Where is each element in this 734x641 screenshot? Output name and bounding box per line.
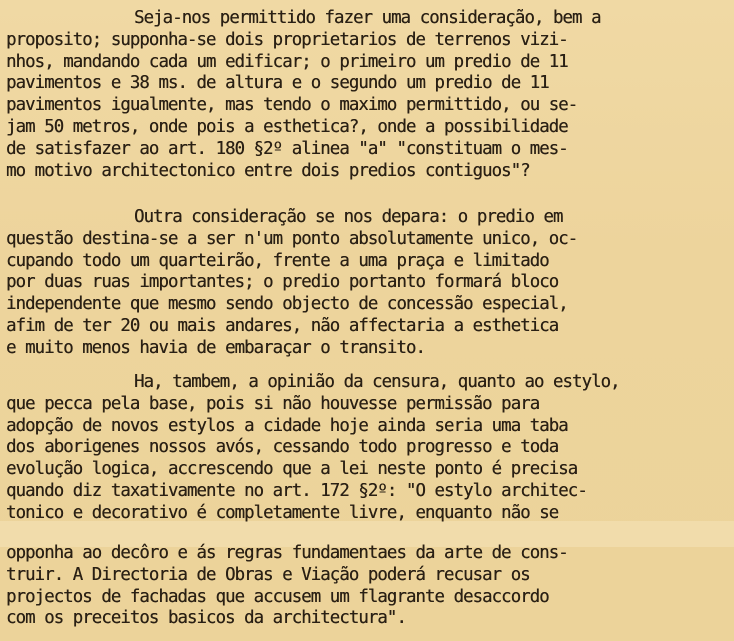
text-line: truir. A Directoria de Obras e Viação poderá recusar os	[6, 564, 530, 585]
text-line: nhos, mandando cada um edificar; o primeiro um predio de 11	[6, 51, 568, 72]
text-line: tonico e decorativo é completamente livre, enquanto não se	[6, 502, 559, 523]
text-line: pavimentos e 38 ms. de altura e o segundo um predio de 11	[6, 73, 549, 94]
text-line: pavimentos igualmente, mas tendo o maximo permittido, ou se-	[6, 95, 578, 116]
text-line: projectos de fachadas que accusem um flagrante desaccordo	[6, 586, 549, 607]
text-line: quando diz taxativamente no art. 172 §2º: "O estylo architec-	[6, 480, 587, 501]
text-line: que pecca pela base, pois si não houvesse permissão para	[6, 393, 540, 414]
text-line: por duas ruas importantes; o predio portanto formará bloco	[6, 272, 559, 293]
text-line: e muito menos havia de embaraçar o transito.	[6, 337, 425, 358]
text-line: adopção de novos estylos a cidade hoje ainda seria uma taba	[6, 415, 568, 436]
text-line: com os preceitos basicos da architectura".	[6, 608, 406, 629]
paragraph-4	[0, 543, 734, 630]
paragraph-1	[0, 8, 734, 182]
text-line: jam 50 metros, onde pois a esthetica?, onde a possibilidade	[6, 116, 568, 137]
text-line: de satisfazer ao art. 180 §2º alinea "a" "constituam o mes-	[6, 138, 568, 159]
text-line: evolução logica, accrescendo que a lei neste ponto é precisa	[6, 459, 578, 480]
text-line: questão destina-se a ser n'um ponto absolutamente unico, oc-	[6, 228, 578, 249]
text-line: Outra consideração se nos depara: o predio em	[134, 207, 563, 227]
text-line: afim de ter 20 ou mais andares, não affectaria a esthetica	[6, 315, 559, 336]
text-line: cupando todo um quarteirão, frente a uma praça e limitado	[6, 250, 549, 271]
text-line: independente que mesmo sendo objecto de concessão especial,	[6, 294, 568, 315]
text-line: opponha ao decôro e ás regras fundamentaes da arte de cons-	[6, 543, 568, 563]
paragraph-3	[0, 372, 734, 525]
text-line: proposito; supponha-se dois proprietarios de terrenos vizi-	[6, 29, 568, 50]
text-line: dos aborigenes nossos avós, cessando todo progresso e toda	[6, 437, 559, 458]
paragraph-2	[0, 207, 734, 360]
text-line: mo motivo architectonico entre dois predios contiguos"?	[6, 160, 530, 181]
text-line: Ha, tambem, a opinião da censura, quanto ao estylo,	[134, 372, 620, 392]
text-line: Seja-nos permittido fazer uma consideração, bem a	[134, 8, 601, 28]
